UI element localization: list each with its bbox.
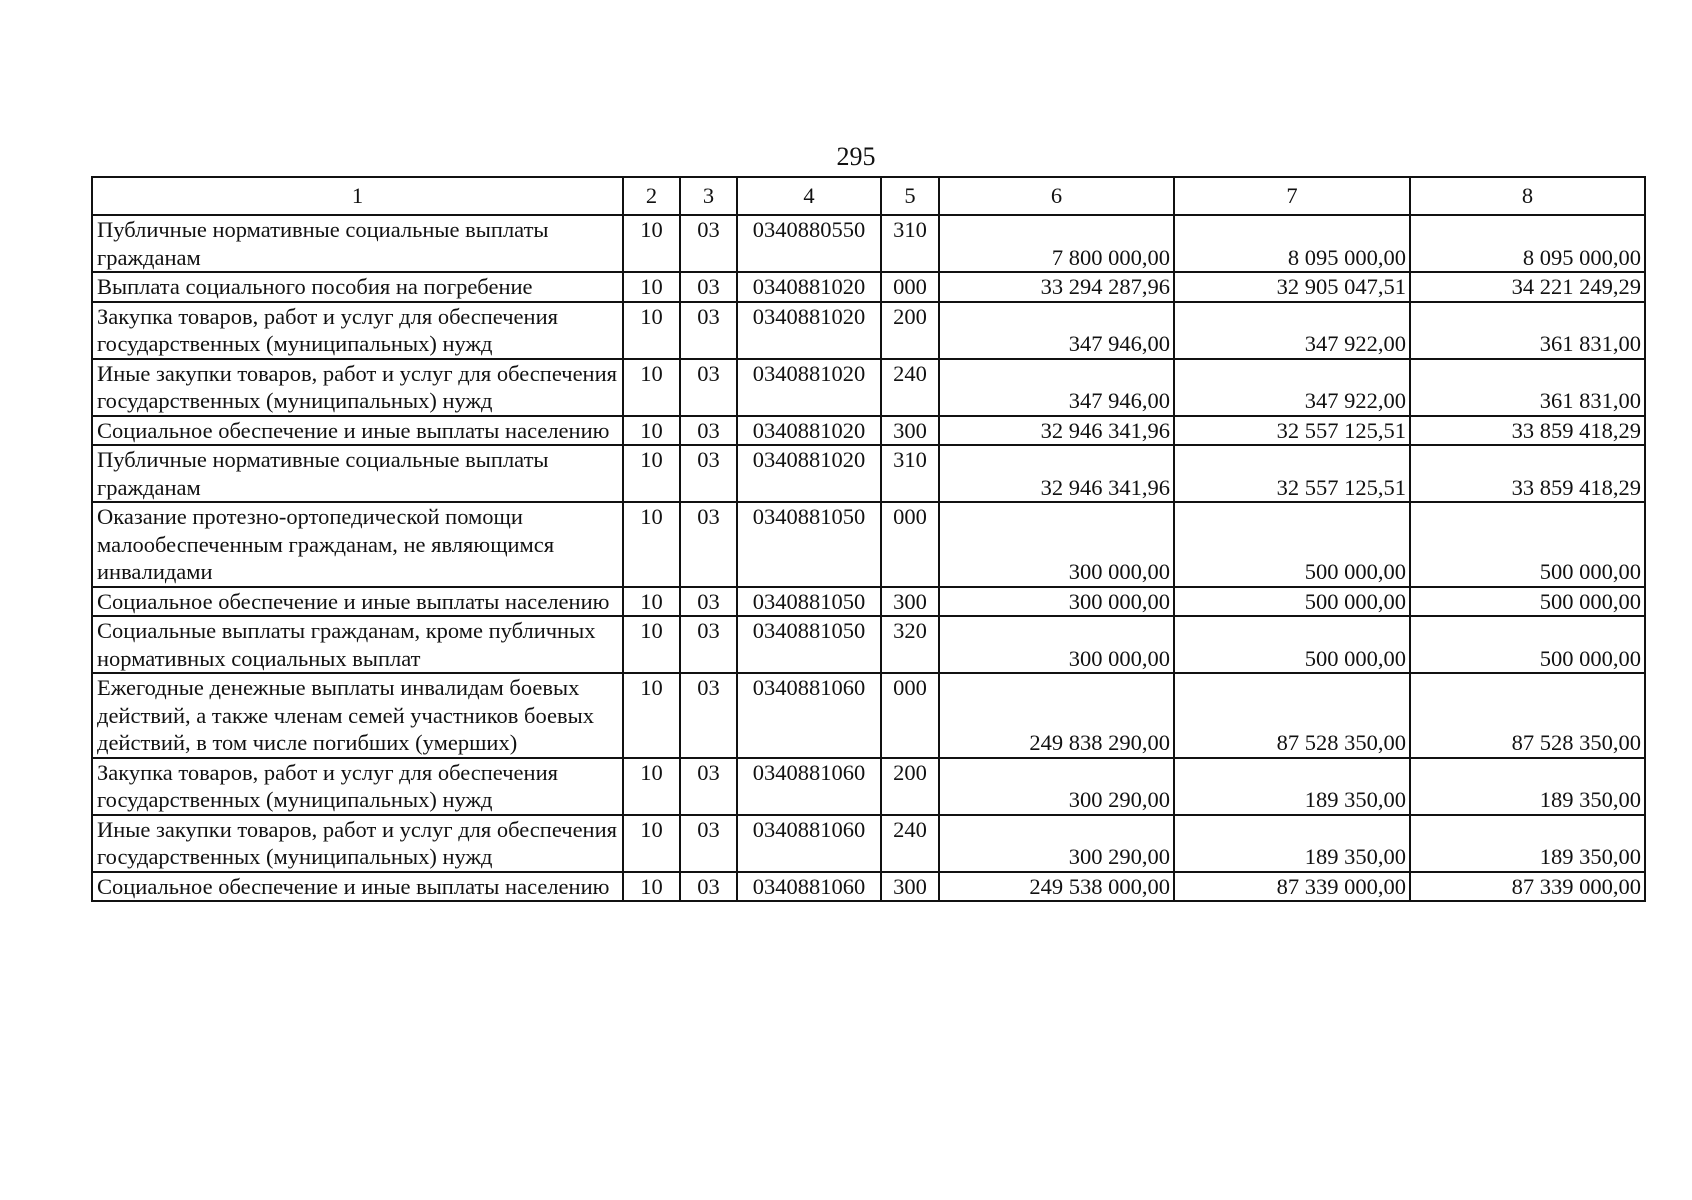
amount-cell-col8: 33 859 418,29 [1410,445,1645,502]
amount-cell-col8: 361 831,00 [1410,359,1645,416]
amount-cell-col6: 300 000,00 [939,616,1174,673]
expense-type-cell: 300 [881,587,939,617]
target-article-cell: 0340881020 [737,359,881,416]
amount-cell-col7: 500 000,00 [1174,502,1410,587]
row-name-cell: Выплата социального пособия на погребение [92,272,623,302]
amount-cell-col7: 32 557 125,51 [1174,416,1410,446]
column-header: 3 [680,177,737,215]
target-article-cell: 0340881060 [737,758,881,815]
expense-type-cell: 240 [881,815,939,872]
row-name-cell: Оказание протезно-ортопедической помощи малообеспеченным гражданам, не являющимся инвалидами [92,502,623,587]
table-row [92,215,1645,272]
column-header: 2 [623,177,680,215]
amount-cell-col8: 34 221 249,29 [1410,272,1645,302]
subsection-code-cell: 03 [680,416,737,446]
amount-cell-col8: 87 528 350,00 [1410,673,1645,758]
amount-cell-col8: 500 000,00 [1410,502,1645,587]
budget-table [91,176,1646,902]
amount-cell-col7: 32 557 125,51 [1174,445,1410,502]
subsection-code-cell: 03 [680,616,737,673]
target-article-cell: 0340881050 [737,502,881,587]
table-row [92,616,1645,673]
row-name-cell: Социальное обеспечение и иные выплаты населению [92,587,623,617]
subsection-code-cell: 03 [680,359,737,416]
subsection-code-cell: 03 [680,815,737,872]
amount-cell-col7: 347 922,00 [1174,359,1410,416]
row-name-cell: Публичные нормативные социальные выплаты гражданам [92,445,623,502]
expense-type-cell: 000 [881,272,939,302]
subsection-code-cell: 03 [680,272,737,302]
amount-cell-col7: 87 339 000,00 [1174,872,1410,902]
section-code-cell: 10 [623,272,680,302]
subsection-code-cell: 03 [680,502,737,587]
amount-cell-col8: 189 350,00 [1410,758,1645,815]
amount-cell-col6: 300 290,00 [939,815,1174,872]
expense-type-cell: 200 [881,302,939,359]
section-code-cell: 10 [623,587,680,617]
target-article-cell: 0340881050 [737,587,881,617]
row-name-cell: Социальное обеспечение и иные выплаты населению [92,416,623,446]
amount-cell-col8: 500 000,00 [1410,587,1645,617]
expense-type-cell: 200 [881,758,939,815]
table-row [92,272,1645,302]
table-row [92,302,1645,359]
expense-type-cell: 000 [881,502,939,587]
amount-cell-col6: 32 946 341,96 [939,445,1174,502]
amount-cell-col6: 249 838 290,00 [939,673,1174,758]
amount-cell-col6: 347 946,00 [939,359,1174,416]
expense-type-cell: 000 [881,673,939,758]
column-header: 5 [881,177,939,215]
row-name-cell: Ежегодные денежные выплаты инвалидам боевых действий, а также членам семей участников боевых действий, в том числе погибших (умерших) [92,673,623,758]
section-code-cell: 10 [623,673,680,758]
row-name-cell: Публичные нормативные социальные выплаты гражданам [92,215,623,272]
amount-cell-col6: 33 294 287,96 [939,272,1174,302]
section-code-cell: 10 [623,302,680,359]
section-code-cell: 10 [623,359,680,416]
target-article-cell: 0340881020 [737,416,881,446]
section-code-cell: 10 [623,445,680,502]
expense-type-cell: 240 [881,359,939,416]
column-header: 6 [939,177,1174,215]
amount-cell-col6: 347 946,00 [939,302,1174,359]
table-row [92,815,1645,872]
column-header: 7 [1174,177,1410,215]
subsection-code-cell: 03 [680,587,737,617]
table-row [92,359,1645,416]
section-code-cell: 10 [623,416,680,446]
row-name-cell: Закупка товаров, работ и услуг для обеспечения государственных (муниципальных) нужд [92,302,623,359]
amount-cell-col7: 32 905 047,51 [1174,272,1410,302]
expense-type-cell: 300 [881,416,939,446]
amount-cell-col8: 361 831,00 [1410,302,1645,359]
amount-cell-col6: 249 538 000,00 [939,872,1174,902]
row-name-cell: Иные закупки товаров, работ и услуг для обеспечения государственных (муниципальных) нужд [92,359,623,416]
section-code-cell: 10 [623,758,680,815]
table-row [92,587,1645,617]
row-name-cell: Иные закупки товаров, работ и услуг для обеспечения государственных (муниципальных) нужд [92,815,623,872]
section-code-cell: 10 [623,815,680,872]
table-row [92,872,1645,902]
row-name-cell: Социальное обеспечение и иные выплаты населению [92,872,623,902]
table-header-row [92,177,1645,215]
target-article-cell: 0340880550 [737,215,881,272]
target-article-cell: 0340881020 [737,302,881,359]
page-number: 295 [836,142,876,171]
amount-cell-col6: 7 800 000,00 [939,215,1174,272]
amount-cell-col7: 500 000,00 [1174,616,1410,673]
amount-cell-col7: 87 528 350,00 [1174,673,1410,758]
table-row [92,502,1645,587]
target-article-cell: 0340881020 [737,445,881,502]
target-article-cell: 0340881060 [737,815,881,872]
table-row [92,673,1645,758]
subsection-code-cell: 03 [680,758,737,815]
amount-cell-col7: 500 000,00 [1174,587,1410,617]
amount-cell-col7: 189 350,00 [1174,758,1410,815]
target-article-cell: 0340881060 [737,673,881,758]
column-header: 1 [92,177,623,215]
amount-cell-col7: 347 922,00 [1174,302,1410,359]
target-article-cell: 0340881060 [737,872,881,902]
section-code-cell: 10 [623,502,680,587]
section-code-cell: 10 [623,872,680,902]
table-row [92,416,1645,446]
subsection-code-cell: 03 [680,445,737,502]
subsection-code-cell: 03 [680,673,737,758]
amount-cell-col8: 33 859 418,29 [1410,416,1645,446]
amount-cell-col8: 87 339 000,00 [1410,872,1645,902]
table-row [92,445,1645,502]
section-code-cell: 10 [623,616,680,673]
table-row [92,758,1645,815]
amount-cell-col8: 189 350,00 [1410,815,1645,872]
target-article-cell: 0340881020 [737,272,881,302]
expense-type-cell: 310 [881,215,939,272]
column-header: 8 [1410,177,1645,215]
amount-cell-col7: 8 095 000,00 [1174,215,1410,272]
row-name-cell: Социальные выплаты гражданам, кроме публичных нормативных социальных выплат [92,616,623,673]
column-header: 4 [737,177,881,215]
row-name-cell: Закупка товаров, работ и услуг для обеспечения государственных (муниципальных) нужд [92,758,623,815]
subsection-code-cell: 03 [680,302,737,359]
amount-cell-col6: 300 290,00 [939,758,1174,815]
expense-type-cell: 300 [881,872,939,902]
expense-type-cell: 310 [881,445,939,502]
amount-cell-col7: 189 350,00 [1174,815,1410,872]
amount-cell-col6: 300 000,00 [939,587,1174,617]
subsection-code-cell: 03 [680,872,737,902]
subsection-code-cell: 03 [680,215,737,272]
target-article-cell: 0340881050 [737,616,881,673]
amount-cell-col6: 300 000,00 [939,502,1174,587]
amount-cell-col6: 32 946 341,96 [939,416,1174,446]
amount-cell-col8: 8 095 000,00 [1410,215,1645,272]
section-code-cell: 10 [623,215,680,272]
amount-cell-col8: 500 000,00 [1410,616,1645,673]
expense-type-cell: 320 [881,616,939,673]
